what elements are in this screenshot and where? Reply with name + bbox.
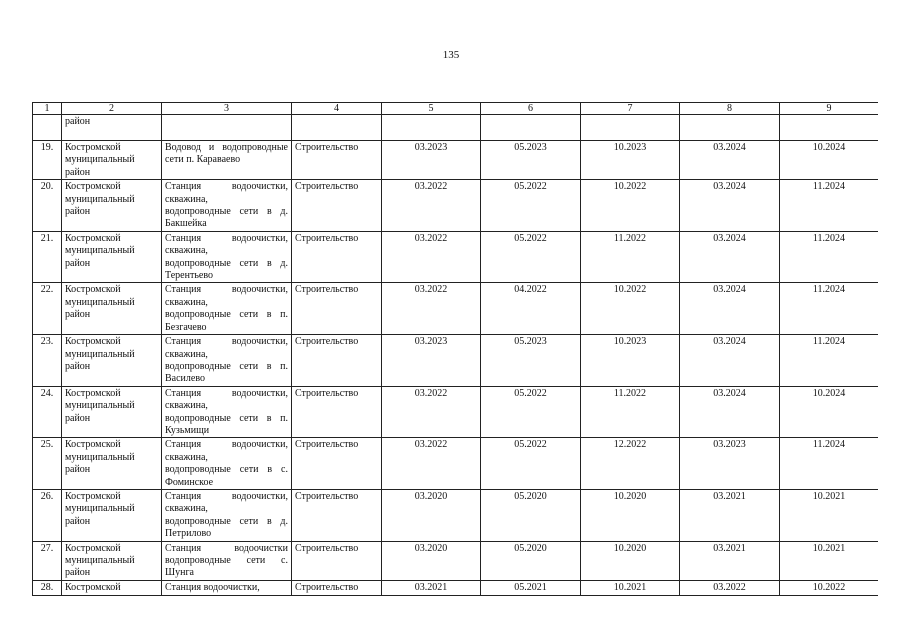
header-cell: 7 xyxy=(581,103,680,115)
date-cell: 10.2020 xyxy=(581,541,680,580)
object-cell: Станция водоочистки, скважина, водопроводные сети в д. Петрилово xyxy=(162,489,292,541)
row-number-cell: 20. xyxy=(33,180,62,232)
row-number-cell: 24. xyxy=(33,386,62,438)
date-cell: 10.2020 xyxy=(581,489,680,541)
date-cell: 11.2024 xyxy=(780,283,879,335)
row-number-cell: 19. xyxy=(33,141,62,180)
row-number-cell: 25. xyxy=(33,438,62,490)
date-cell: 03.2021 xyxy=(680,489,780,541)
table-row-partial xyxy=(33,580,879,595)
work-type-cell: Строительство xyxy=(292,180,382,232)
date-cell: 05.2022 xyxy=(481,180,581,232)
date-cell: 05.2023 xyxy=(481,141,581,180)
row-number-cell: 28. xyxy=(33,580,62,595)
municipality-cell: район xyxy=(62,115,162,141)
object-cell: Станция водоочистки, скважина, водопроводные сети в с. Фоминское xyxy=(162,438,292,490)
date-cell xyxy=(680,115,780,141)
table-row xyxy=(33,141,879,180)
table-row xyxy=(33,541,879,580)
date-cell: 10.2021 xyxy=(780,541,879,580)
date-cell: 11.2022 xyxy=(581,386,680,438)
header-cell: 6 xyxy=(481,103,581,115)
work-type-cell: Строительство xyxy=(292,386,382,438)
date-cell: 05.2023 xyxy=(481,335,581,387)
date-cell: 03.2021 xyxy=(382,580,481,595)
work-type-cell: Строительство xyxy=(292,489,382,541)
date-cell: 10.2021 xyxy=(581,580,680,595)
date-cell: 03.2022 xyxy=(382,283,481,335)
header-cell: 9 xyxy=(780,103,879,115)
work-type-cell: Строительство xyxy=(292,283,382,335)
object-cell: Станция водоочистки, скважина, водопроводные сети в д. Терентьево xyxy=(162,231,292,283)
work-type-cell: Строительство xyxy=(292,231,382,283)
table-row xyxy=(33,231,879,283)
row-number-cell: 21. xyxy=(33,231,62,283)
schedule-table xyxy=(32,102,878,596)
row-number-cell: 26. xyxy=(33,489,62,541)
table-row xyxy=(33,438,879,490)
municipality-cell: Костромской муниципальный район xyxy=(62,180,162,232)
object-cell: Станция водоочистки, скважина, водопроводные сети в п. Василево xyxy=(162,335,292,387)
row-number-cell: 23. xyxy=(33,335,62,387)
date-cell: 05.2020 xyxy=(481,489,581,541)
date-cell: 03.2022 xyxy=(382,386,481,438)
work-type-cell: Строительство xyxy=(292,141,382,180)
work-type-cell: Строительство xyxy=(292,438,382,490)
date-cell: 03.2022 xyxy=(382,231,481,283)
header-cell: 2 xyxy=(62,103,162,115)
date-cell: 03.2023 xyxy=(382,141,481,180)
municipality-cell: Костромской муниципальный район xyxy=(62,231,162,283)
date-cell xyxy=(382,115,481,141)
object-cell: Станция водоочистки, скважина, водопроводные сети в д. Бакшейка xyxy=(162,180,292,232)
object-cell xyxy=(162,115,292,141)
date-cell: 10.2023 xyxy=(581,141,680,180)
object-cell: Станция водоочистки, xyxy=(162,580,292,595)
table-row xyxy=(33,283,879,335)
date-cell xyxy=(481,115,581,141)
date-cell: 03.2022 xyxy=(680,580,780,595)
header-row xyxy=(33,103,879,115)
date-cell: 10.2022 xyxy=(780,580,879,595)
date-cell: 03.2024 xyxy=(680,231,780,283)
table-row xyxy=(33,180,879,232)
date-cell: 03.2022 xyxy=(382,438,481,490)
header-cell: 5 xyxy=(382,103,481,115)
date-cell xyxy=(780,115,879,141)
date-cell: 03.2023 xyxy=(382,335,481,387)
municipality-cell: Костромской муниципальный район xyxy=(62,141,162,180)
schedule-table-container xyxy=(32,102,878,599)
header-cell: 8 xyxy=(680,103,780,115)
date-cell: 03.2021 xyxy=(680,541,780,580)
date-cell: 10.2022 xyxy=(581,283,680,335)
municipality-cell: Костромской муниципальный район xyxy=(62,541,162,580)
date-cell: 03.2024 xyxy=(680,141,780,180)
date-cell: 05.2022 xyxy=(481,438,581,490)
object-cell: Станция водоочистки, скважина, водопроводные сети в п. Безгачево xyxy=(162,283,292,335)
date-cell: 12.2022 xyxy=(581,438,680,490)
row-number-cell xyxy=(33,115,62,141)
municipality-cell: Костромской муниципальный район xyxy=(62,386,162,438)
date-cell: 03.2024 xyxy=(680,335,780,387)
work-type-cell xyxy=(292,115,382,141)
date-cell: 11.2024 xyxy=(780,335,879,387)
date-cell: 10.2021 xyxy=(780,489,879,541)
date-cell: 03.2024 xyxy=(680,386,780,438)
date-cell: 05.2020 xyxy=(481,541,581,580)
table-row xyxy=(33,386,879,438)
table-row xyxy=(33,489,879,541)
header-cell: 1 xyxy=(33,103,62,115)
date-cell: 11.2024 xyxy=(780,231,879,283)
municipality-cell: Костромской муниципальный район xyxy=(62,283,162,335)
date-cell: 11.2024 xyxy=(780,180,879,232)
continuation-row xyxy=(33,115,879,141)
date-cell: 03.2024 xyxy=(680,283,780,335)
page-number: 135 xyxy=(442,49,460,61)
date-cell: 10.2022 xyxy=(581,180,680,232)
object-cell: Станция водоочистки, скважина, водопроводные сети в п. Кузьмищи xyxy=(162,386,292,438)
date-cell: 04.2022 xyxy=(481,283,581,335)
municipality-cell: Костромской муниципальный район xyxy=(62,489,162,541)
row-number-cell: 22. xyxy=(33,283,62,335)
work-type-cell: Строительство xyxy=(292,580,382,595)
date-cell: 11.2022 xyxy=(581,231,680,283)
header-cell: 3 xyxy=(162,103,292,115)
table-row xyxy=(33,335,879,387)
date-cell: 05.2021 xyxy=(481,580,581,595)
date-cell: 03.2023 xyxy=(680,438,780,490)
object-cell: Станция водоочистки водопроводные сети с. Шунга xyxy=(162,541,292,580)
date-cell: 10.2024 xyxy=(780,386,879,438)
date-cell: 05.2022 xyxy=(481,386,581,438)
object-cell: Водовод и водопроводные сети п. Караваево xyxy=(162,141,292,180)
work-type-cell: Строительство xyxy=(292,335,382,387)
municipality-cell: Костромской муниципальный район xyxy=(62,438,162,490)
date-cell xyxy=(581,115,680,141)
date-cell: 11.2024 xyxy=(780,438,879,490)
date-cell: 05.2022 xyxy=(481,231,581,283)
date-cell: 10.2023 xyxy=(581,335,680,387)
header-cell: 4 xyxy=(292,103,382,115)
municipality-cell: Костромской xyxy=(62,580,162,595)
date-cell: 10.2024 xyxy=(780,141,879,180)
date-cell: 03.2022 xyxy=(382,180,481,232)
row-number-cell: 27. xyxy=(33,541,62,580)
date-cell: 03.2020 xyxy=(382,541,481,580)
date-cell: 03.2020 xyxy=(382,489,481,541)
work-type-cell: Строительство xyxy=(292,541,382,580)
municipality-cell: Костромской муниципальный район xyxy=(62,335,162,387)
date-cell: 03.2024 xyxy=(680,180,780,232)
